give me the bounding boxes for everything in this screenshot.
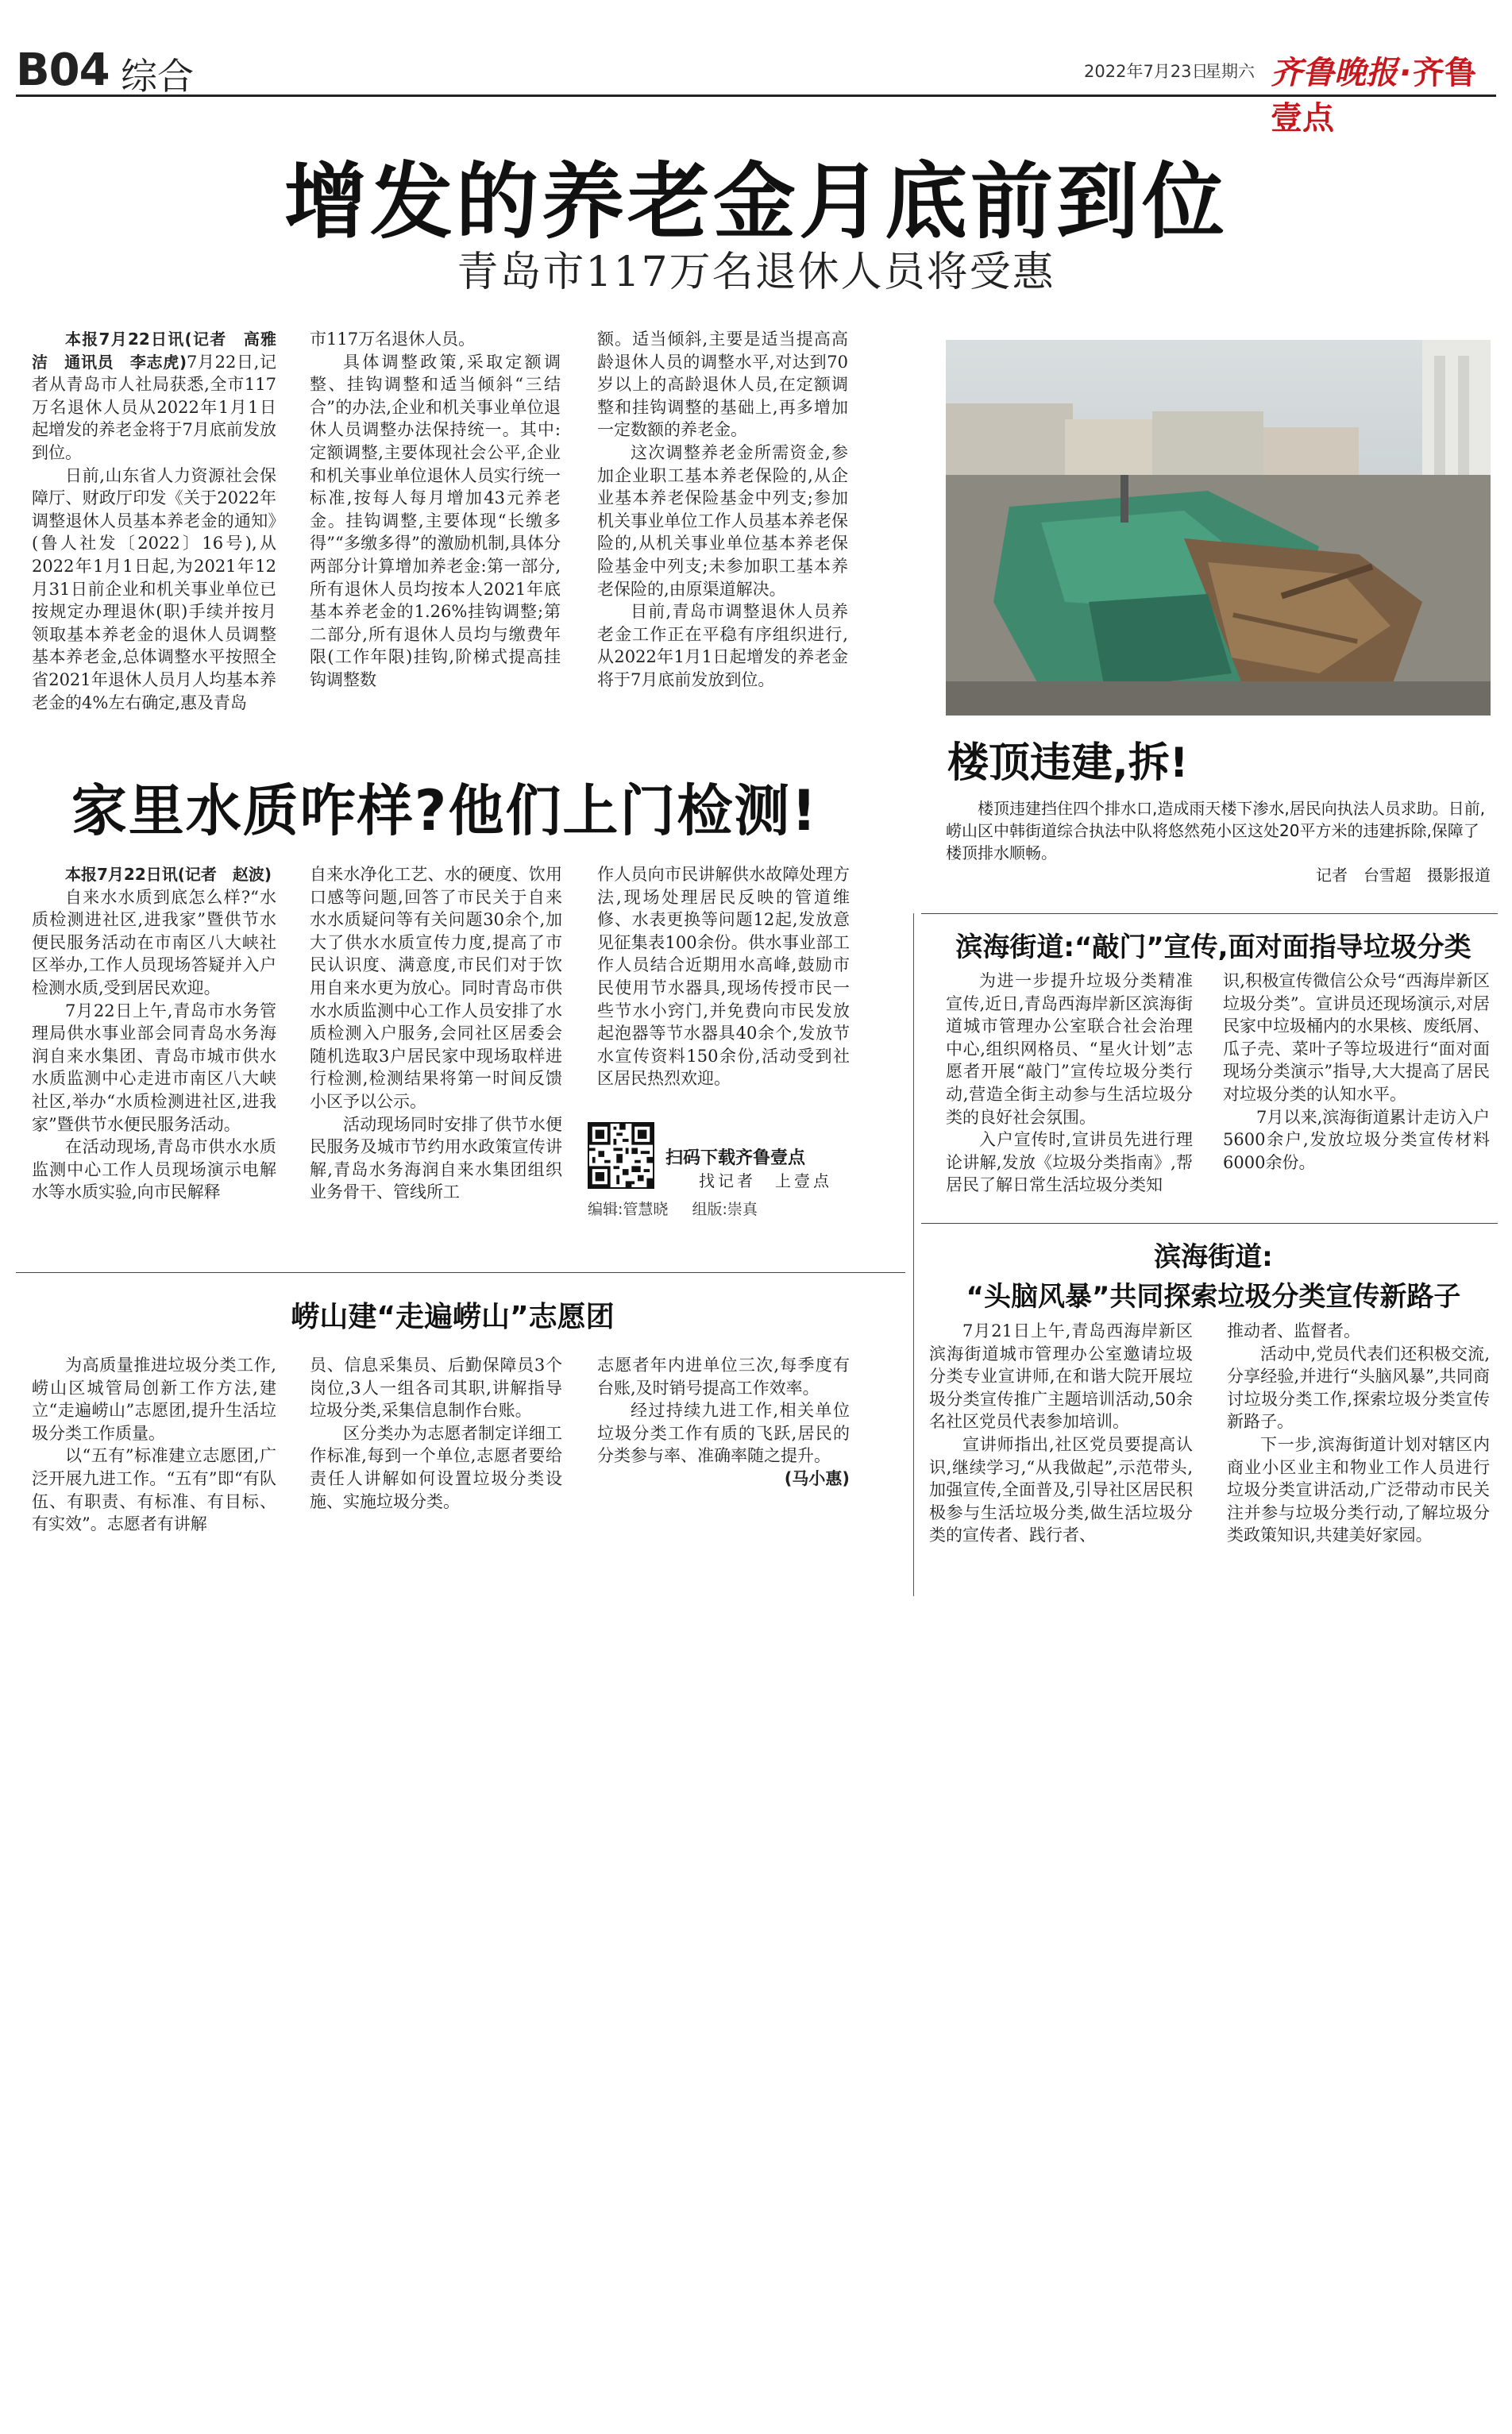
qr-label: 扫码下载齐鲁壹点: [665, 1148, 806, 1168]
article4-column-1: [929, 1320, 1193, 1547]
article5-headline: 崂山建“走遍崂山”志愿团: [291, 1301, 615, 1333]
article4-paragraph: 7月21日上午,青岛西海岸新区滨海街道城市管理办公室邀请垃圾分类专业宣讲师,在和谐大院开展垃圾分类宣传推广主题培训活动,50余名社区党员代表参加培训。: [929, 1321, 1193, 1432]
article5-paragraph: 经过持续九进工作,相关单位垃圾分类工作有质的飞跃,居民的分类参与率、准确率随之提升。: [597, 1401, 850, 1466]
brand-app-name: 齐鲁壹点: [1271, 55, 1477, 137]
article1-column-1: [32, 328, 276, 714]
editor-credits: [588, 1198, 777, 1219]
issue-weekday: 星期六: [1205, 62, 1255, 81]
article2-column-3: [597, 863, 850, 1090]
article5-column-2: [310, 1354, 562, 1513]
lead-headline: 增发的养老金月底前到位: [284, 153, 1228, 250]
article2-column-2: [310, 863, 562, 1204]
photo-illustration: [946, 340, 1491, 716]
article1-paragraph: 这次调整养老金所需资金,参加企业职工基本养老保险的,从企业基本养老保险基金中列支;参加机关事业单位工作人员基本养老保险的,从机关事业单位基本养老保险基金中列支;未参加职工基本养老保险的,由原渠道解决。: [597, 442, 848, 599]
article5-paragraph: 志愿者年内进单位三次,每季度有台账,及时销号提高工作效率。: [597, 1356, 850, 1398]
divider: [921, 913, 1498, 914]
photo-credit: 记者 台雪超 摄影报道: [1316, 866, 1491, 885]
article2-column-1: [32, 863, 276, 1204]
article1-paragraph: 目前,青岛市调整退休人员养老金工作正在平稳有序组织进行,从2022年1月1日起增发的养老金将于7月底前发放到位。: [597, 602, 848, 689]
photo-caption-text: 楼顶违建挡住四个排水口,造成雨天楼下渗水,居民向执法人员求助。日前,崂山区中韩街道综合执法中队将悠然苑小区这处20平方米的违建拆除,保障了楼顶排水顺畅。: [946, 799, 1486, 862]
article1-column-2: [310, 328, 561, 692]
article4-headline-line1: 滨海街道:: [1154, 1241, 1273, 1273]
article5-author-signoff: (马小惠): [784, 1468, 850, 1488]
article4-paragraph: 活动中,党员代表们还积极交流,分享经验,并进行“头脑风暴”,共同商讨垃圾分类工作,探索垃圾分类宣传新路子。: [1227, 1344, 1490, 1432]
article1-paragraph: 日前,山东省人力资源社会保障厅、财政厅印发《关于2022年调整退休人员基本养老金的通知》(鲁人社发〔2022〕16号),从2022年1月1日起,为2021年12月31日前企业和机关事业单位已按规定办理退休(职)手续并按月领取基本养老金的退休人员调整基本养老金,总体调整水平按照全省2021年退休人员月人均基本养老金的4%左右确定,惠及青岛: [32, 465, 276, 712]
photo-story-title: 楼顶违建,拆!: [947, 739, 1189, 787]
article1-column-3: [597, 328, 848, 692]
column-divider: [913, 913, 914, 1596]
article5-paragraph: 员、信息采集员、后勤保障员3个岗位,3人一组各司其职,讲解指导垃圾分类,采集信息制作台账。: [310, 1356, 562, 1421]
article2-paragraph: 自来水水质到底怎么样?“水质检测进社区,进我家”暨供节水便民服务活动在市南区八大峡社区举办,工作人员现场答疑并入户检测水质,受到居民欢迎。: [32, 887, 276, 997]
article5-column-3: [597, 1354, 850, 1491]
article3-paragraph: 7月以来,滨海街道累计走访入户5600余户,发放垃圾分类宣传材料6000余份。: [1223, 1107, 1490, 1172]
article1-paragraph: 额。适当倾斜,主要是适当提高高龄退休人员的调整水平,对达到70岁以上的高龄退休人员,在定额调整和挂钩调整的基础上,再多增加一定数额的养老金。: [597, 330, 848, 440]
article4-paragraph: 推动者、监督者。: [1227, 1321, 1360, 1340]
brand-separator: ·: [1399, 55, 1412, 91]
article3-headline: 滨海街道:“敲门”宣传,面对面指导垃圾分类: [955, 932, 1472, 963]
layout-editor-name: 组版:崇真: [692, 1201, 758, 1218]
article5-paragraph: 区分类办为志愿者制定详细工作标准,每到一个单位,志愿者要给责任人讲解如何设置垃圾分类设施、实施垃圾分类。: [310, 1423, 562, 1511]
rooftop-demolition-photo: [946, 340, 1491, 716]
water-quality-headline: 家里水质咋样?他们上门检测!: [71, 778, 819, 843]
photo-caption: [946, 797, 1491, 864]
article5-paragraph: 为高质量推进垃圾分类工作,崂山区城管局创新工作方法,建立“走遍崂山”志愿团,提升生活垃圾分类工作质量。: [32, 1356, 276, 1443]
brand-name: 齐鲁晚报: [1271, 55, 1398, 91]
article5-paragraph: 以“五有”标准建立志愿团,广泛开展九进工作。“五有”即“有队伍、有职责、有标准、有目标、有实效”。志愿者有讲解: [32, 1446, 276, 1534]
page-number: B04: [16, 44, 110, 96]
article1-paragraph: 市117万名退休人员。: [310, 330, 476, 349]
qr-sub-label: 找记者 上壹点: [699, 1171, 832, 1190]
article2-paragraph: 作人员向市民讲解供水故障处理方法,现场处理居民反映的管道维修、水表更换等问题12起,发放意见征集表100余份。供水事业部工作人员结合近期用水高峰,鼓励市民使用节水器具,现场传授市民一些节水小窍门,并免费向市民发放起泡器等节水器具40余个,发放节水宣传资料150余份,活动受到社区居民热烈欢迎。: [597, 865, 850, 1089]
article4-column-2: [1227, 1320, 1490, 1547]
qr-code-icon: [589, 1124, 653, 1187]
article3-column-1: [946, 970, 1193, 1197]
article3-paragraph: 识,积极宣传微信公众号“西海岸新区垃圾分类”。宣讲员还现场演示,对居民家中垃圾桶内的水果核、废纸屑、瓜子壳、菜叶子等垃圾进行“面对面现场分类演示”指导,大大提高了居民对垃圾分类的认知水平。: [1223, 971, 1490, 1104]
article1-paragraph: 7月22日,记者从青岛市人社局获悉,全市117万名退休人员从2022年1月1日起增发的养老金将于7月底前发放到位。: [32, 352, 277, 462]
article2-byline: 本报7月22日讯(记者 赵波): [65, 865, 272, 884]
article2-paragraph: 7月22日上午,青岛市水务管理局供水事业部会同青岛水务海润自来水集团、青岛市城市供水水质监测中心走进市南区八大峡社区,举办“水质检测进社区,进我家”暨供节水便民服务活动。: [32, 1001, 276, 1134]
editor-name: 编辑:管慧晓: [588, 1201, 669, 1218]
app-download-qr-code[interactable]: [588, 1122, 654, 1189]
article3-column-2: [1223, 970, 1490, 1174]
issue-date: 2022年7月23日: [1084, 62, 1209, 81]
article2-paragraph: 自来水净化工艺、水的硬度、饮用口感等问题,回答了市民关于自来水水质疑问等有关问题30余个,加大了供水水质宣传力度,提高了市民认识度、满意度,市民们对于饮用自来水更为放心。同时青岛市供水水质监测中心工作人员安排了水质检测入户服务,会同社区居委会随机选取3户居民家中现场取样进行检测,检测结果将第一时间反馈小区予以公示。: [310, 865, 562, 1111]
section-name: 综合: [121, 55, 194, 98]
article4-paragraph: 宣讲师指出,社区党员要提高认识,继续学习,“从我做起”,示范带头,加强宣传,全面普及,引导社区居民积极参与生活垃圾分类,做生活垃圾分类的宣传者、践行者、: [929, 1434, 1193, 1545]
article3-paragraph: 为进一步提升垃圾分类精准宣传,近日,青岛西海岸新区滨海街道城市管理办公室联合社会治理中心,组织网格员、“星火计划”志愿者开展“敲门”宣传垃圾分类行动,营造全街主动参与生活垃圾分类的良好社会氛围。: [946, 971, 1193, 1127]
divider: [16, 1272, 905, 1273]
article5-column-1: [32, 1354, 276, 1536]
article2-paragraph: 活动现场同时安排了供节水便民服务及城市节约用水政策宣传讲解,青岛水务海润自来水集团组织业务骨干、管线所工: [310, 1114, 562, 1202]
newspaper-logo: [1271, 48, 1496, 138]
lead-subheadline: 青岛市117万名退休人员将受惠: [457, 249, 1055, 296]
divider: [921, 1223, 1498, 1224]
article3-paragraph: 入户宣传时,宣讲员先进行理论讲解,发放《垃圾分类指南》,帮居民了解日常生活垃圾分类知: [946, 1130, 1193, 1195]
article1-paragraph: 具体调整政策,采取定额调整、挂钩调整和适当倾斜“三结合”的办法,企业和机关事业单位退休人员调整办法保持统一。其中:定额调整,主要体现社会公平,企业和机关事业单位退休人员实行统一标准,按每人每月增加43元养老金。挂钩调整,主要体现“长缴多得”“多缴多得”的激励机制,具体分两部分计算增加养老金:第一部分,所有退休人员均按本人2021年底基本养老金的1.26%挂钩调整;第二部分,所有退休人员均与缴费年限(工作年限)挂钩,阶梯式提高挂钩调整数: [310, 352, 561, 689]
article4-headline-line2: “头脑风暴”共同探索垃圾分类宣传新路子: [966, 1281, 1461, 1313]
page-header: [16, 40, 1496, 137]
article1-byline: 本报7月22日讯(记者 高雅洁 通讯员 李志虎): [32, 330, 276, 372]
article4-paragraph: 下一步,滨海街道计划对辖区内商业小区业主和物业工作人员进行垃圾分类宣讲活动,广泛带动市民关注并参与垃圾分类行动,了解垃圾分类政策知识,共建美好家园。: [1227, 1434, 1490, 1545]
article2-paragraph: 在活动现场,青岛市供水水质监测中心工作人员现场演示电解水等水质实验,向市民解释: [32, 1137, 276, 1202]
